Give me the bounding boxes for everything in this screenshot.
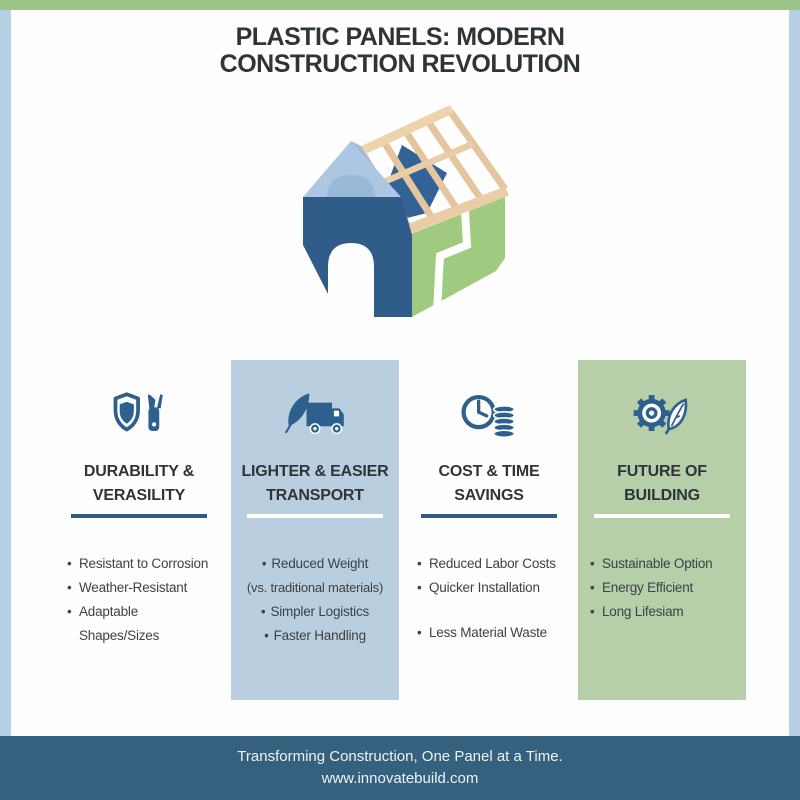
list-item: • Reduced Weight xyxy=(231,552,399,576)
left-border-strip xyxy=(0,10,11,736)
footer-tagline: Transforming Construction, One Panel at a Time. xyxy=(237,748,563,765)
column-heading: DURABILITY & VERASILITY xyxy=(83,463,195,504)
feature-column-durability xyxy=(55,360,223,700)
feature-list xyxy=(231,552,399,648)
feature-list xyxy=(578,552,746,624)
feature-column-future xyxy=(578,360,746,700)
heading-divider xyxy=(421,514,557,518)
heading-divider xyxy=(247,514,383,518)
column-heading: FUTURE OF BUILDING xyxy=(617,463,707,504)
list-item: • Sustainable Option xyxy=(588,552,742,576)
clock-and-coins-icon xyxy=(405,388,573,440)
house-illustration xyxy=(275,95,525,335)
page-title: PLASTIC PANELS: MODERN CONSTRUCTION REVOLUTION xyxy=(219,23,581,78)
list-item: • Weather-Resistant xyxy=(65,576,219,600)
footer-bar xyxy=(0,736,800,800)
list-item: • Less Material Waste xyxy=(415,621,569,645)
house-front-wall xyxy=(303,197,412,317)
heading-divider xyxy=(71,514,207,518)
list-item: • Adaptable Shapes/Sizes xyxy=(65,600,219,648)
list-item: • Energy Efficient xyxy=(588,576,742,600)
list-item: • Faster Handling xyxy=(231,624,399,648)
footer-website: www.innovatebuild.com xyxy=(321,770,479,787)
feather-and-truck-icon xyxy=(231,388,399,440)
heading-divider xyxy=(594,514,730,518)
top-border-strip xyxy=(0,0,800,10)
column-heading: LIGHTER & EASIER TRANSPORT xyxy=(241,463,389,504)
list-item: • Resistant to Corrosion xyxy=(65,552,219,576)
list-item: • Reduced Labor Costs xyxy=(415,552,569,576)
feature-list xyxy=(55,552,223,648)
feature-list xyxy=(405,552,573,645)
list-item: • Long Lifesiam xyxy=(588,600,742,624)
list-item: • Quicker Installation xyxy=(415,576,569,600)
feature-column-transport xyxy=(231,360,399,700)
gear-and-leaf-icon xyxy=(578,388,746,440)
right-border-strip xyxy=(789,10,800,736)
shield-and-utility-knife-icon xyxy=(55,388,223,440)
column-heading: COST & TIME SAVINGS xyxy=(438,463,540,504)
feature-column-cost-time xyxy=(405,360,573,700)
list-item-continuation: (vs. traditional materials) xyxy=(246,579,384,595)
list-item: • Simpler Logistics xyxy=(231,600,399,624)
